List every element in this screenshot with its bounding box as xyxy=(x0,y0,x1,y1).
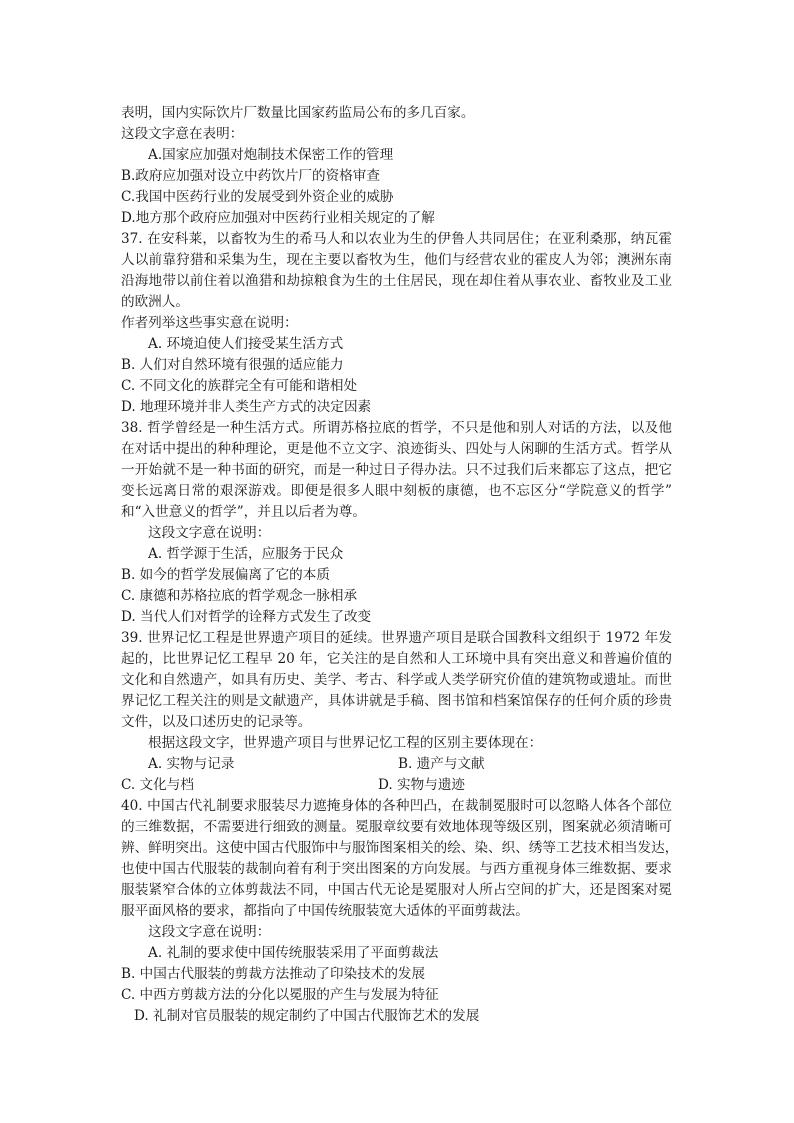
option-a: A.国家应加强对炮制技术保密工作的管理 xyxy=(148,147,394,163)
q37-option-a: A. 环境迫使人们接受某生活方式 xyxy=(148,336,344,352)
q37-option-d: D. 地理环境并非人类生产方式的决定因素 xyxy=(121,399,372,415)
q39-option-d: D. 实物与遗迹 xyxy=(378,777,466,793)
q40-passage-line: 辨、鲜明突出。这使中国古代服饰中与服饰图案相关的绘、染、织、绣等工艺技术相当发达， xyxy=(121,840,679,856)
q37-prompt: 作者列举这些事实意在说明： xyxy=(121,315,298,331)
q37-passage-line: 沿海地带以前住着以渔猎和劫掠粮食为生的土住居民，现在却住着从事农业、畜牧业及工业 xyxy=(121,273,672,289)
q37-option-b: B. 人们对自然环境有很强的适应能力 xyxy=(121,357,344,373)
q39-passage-line: 起的，比世界记忆工程早 20 年，它关注的是自然和人工环境中具有突出意义和普遍价值的 xyxy=(121,651,672,667)
q38-passage-line: 在对话中提出的种种理论，更是他不立文字、浪迹街头、四处与人闲聊的生活方式。哲学从 xyxy=(121,441,672,457)
q38-passage-line: 一开始就不是一种书面的研究，而是一种过日子得办法。只不过我们后来都忘了这点，把它 xyxy=(121,462,672,478)
q40-option-a: A. 礼制的要求使中国传统服装采用了平面剪裁法 xyxy=(148,945,439,961)
q39-prompt: 根据这段文字，世界遗产项目与世界记忆工程的区别主要体现在： xyxy=(148,735,543,751)
q40-prompt: 这段文字意在说明： xyxy=(148,924,271,940)
q39-option-c: C. 文化与档 xyxy=(121,777,194,793)
q38-passage-line: 和“入世意义的哲学”，并且以后者为尊。 xyxy=(121,504,366,520)
q40-passage-line: 的三维数据，不需要进行细致的测量。冕服章纹要有效地体现等级区别，图案就必须清晰可 xyxy=(121,819,672,835)
passage-line: 表明，国内实际饮片厂数量比国家药监局公布的多几百家。 xyxy=(121,105,475,121)
question-prompt: 这段文字意在表明： xyxy=(121,126,244,142)
q37-passage-line: 37. 在安科莱，以畜牧为生的希马人和以农业为生的伊鲁人共同居住；在亚利桑那，纳瓦霍 xyxy=(121,231,672,247)
q39-option-a: A. 实物与记录 xyxy=(148,756,235,772)
q38-option-a: A. 哲学源于生活，应服务于民众 xyxy=(148,546,344,562)
q38-option-d: D. 当代人们对哲学的诠释方式发生了改变 xyxy=(121,609,372,625)
q37-passage-line: 的欧洲人。 xyxy=(121,294,189,310)
option-c: C.我国中医药行业的发展受到外资企业的威胁 xyxy=(121,189,394,205)
q40-passage-line: 也使中国古代服装的裁制向着有利于突出图案的方向发展。与西方重视身体三维数据、要求 xyxy=(121,861,672,877)
q38-passage-line: 38. 哲学曾经是一种生活方式。所谓苏格拉底的哲学，不只是他和别人对话的方法，以及他 xyxy=(121,420,672,436)
option-b: B.政府应加强对设立中药饮片厂的资格审查 xyxy=(121,168,380,184)
q38-passage-line: 变长远离日常的艰深游戏。即便是很多人眼中刻板的康德，也不忘区分“学院意义的哲学” xyxy=(121,483,672,499)
q39-passage-line: 界记忆工程关注的则是文献遗产，具体讲就是手稿、图书馆和档案馆保存的任何介质的珍贵 xyxy=(121,693,672,709)
q38-prompt: 这段文字意在说明： xyxy=(148,525,271,541)
q40-passage-line: 40. 中国古代礼制要求服装尽力遮掩身体的各种凹凸，在裁制冕服时可以忽略人体各个部位 xyxy=(121,798,672,814)
q39-option-b: B. 遗产与文献 xyxy=(398,756,485,772)
q40-option-d: D. 礼制对官员服装的规定制约了中国古代服饰艺术的发展 xyxy=(134,1008,480,1024)
q40-passage-line: 服装紧窄合体的立体剪裁法不同，中国古代无论是冕服对人所占空间的扩大，还是图案对冕 xyxy=(121,882,672,898)
q37-passage-line: 人以前靠狩猎和采集为生，现在主要以畜牧为生，他们与经营农业的霍皮人为邻；澳洲东南 xyxy=(121,252,672,268)
q40-option-b: B. 中国古代服装的剪裁方法推动了印染技术的发展 xyxy=(121,966,426,982)
q38-option-b: B. 如今的哲学发展偏离了它的本质 xyxy=(121,567,330,583)
q40-passage-line: 服平面风格的要求，都指向了中国传统服装宽大适体的平面剪裁法。 xyxy=(121,903,529,919)
q39-passage-line: 文化和自然遗产，如具有历史、美学、考古、科学或人类学研究价值的建筑物或遗址。而世 xyxy=(121,672,672,688)
q40-option-c: C. 中西方剪裁方法的分化以冕服的产生与发展为特征 xyxy=(121,987,439,1003)
q39-passage-line: 文件，以及口述历史的记录等。 xyxy=(121,714,312,730)
q37-option-c: C. 不同文化的族群完全有可能和谐相处 xyxy=(121,378,358,394)
q39-passage-line: 39. 世界记忆工程是世界遗产项目的延续。世界遗产项目是联合国教科文组织于 1972 年发 xyxy=(121,630,672,646)
option-d: D.地方那个政府应加强对中医药行业相关规定的了解 xyxy=(121,210,435,226)
q38-option-c: C. 康德和苏格拉底的哲学观念一脉相承 xyxy=(121,588,358,604)
